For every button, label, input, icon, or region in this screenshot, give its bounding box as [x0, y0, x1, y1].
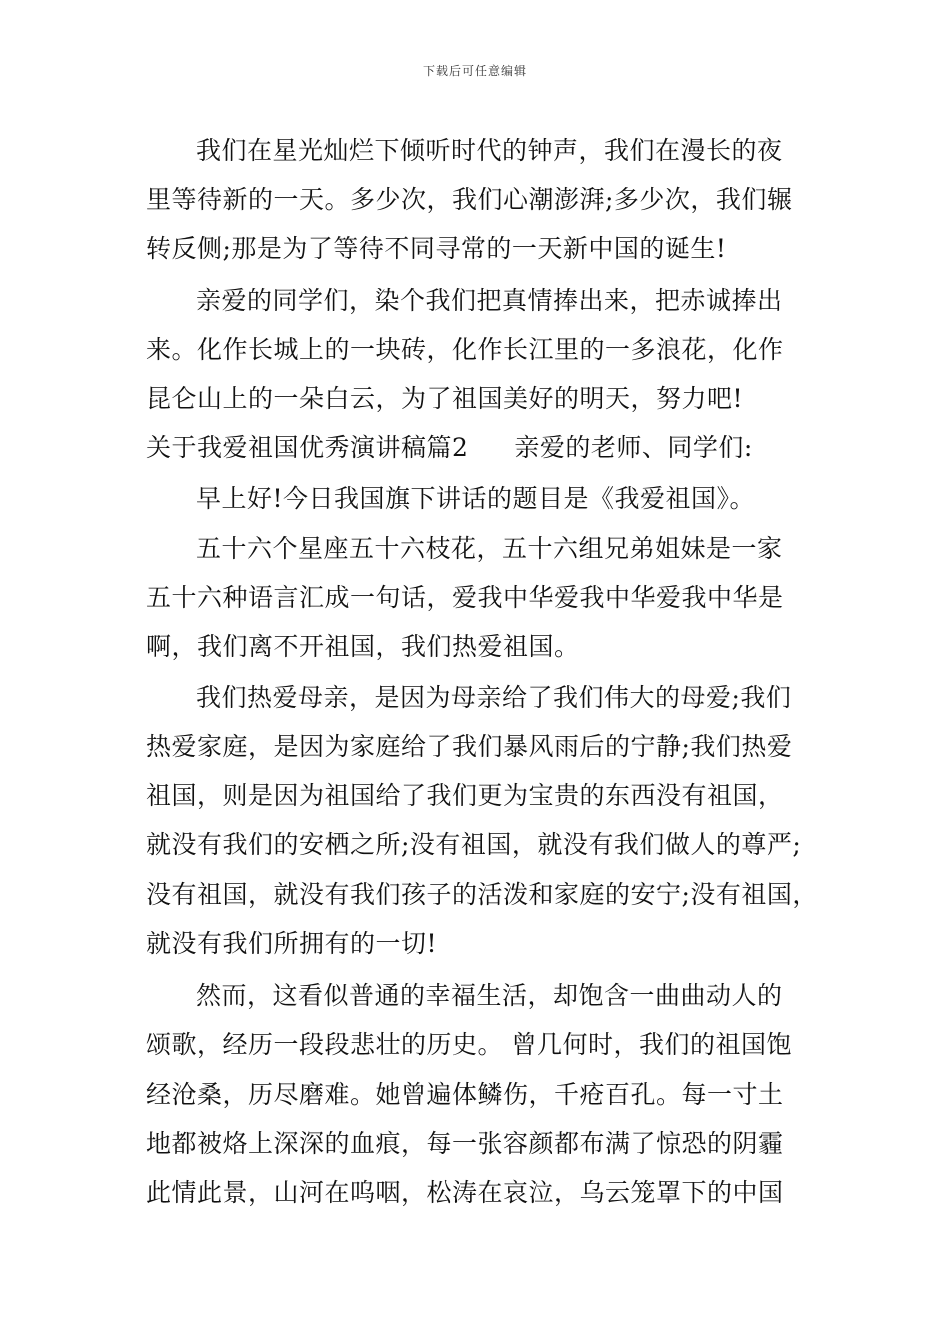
paragraph-2-line-1: 亲爱的同学们，染个我们把真情捧出来，把赤诚捧出 [196, 286, 783, 315]
paragraph-2-line-2: 来。化作长城上的一块砖，化作长江里的一多浪花，化作 [146, 335, 784, 364]
paragraph-4-line-1: 五十六个星座五十六枝花，五十六组兄弟姐妹是一家 [196, 534, 783, 563]
paragraph-6-line-5: 此情此景，山河在呜咽，松涛在哀泣，乌云笼罩下的中国 [146, 1178, 784, 1207]
paragraph-6-line-2: 颂歌，经历一段段悲壮的历史。 曾几何时，我们的祖国饱 [146, 1030, 792, 1059]
section-title-line [146, 433, 753, 463]
paragraph-5-line-2: 热爱家庭，是因为家庭给了我们暴风雨后的宁静;我们热爱 [146, 732, 793, 761]
paragraph-4-line-2: 五十六种语言汇成一句话，爱我中华爱我中华爱我中华是 [146, 583, 784, 612]
paragraph-6-line-3: 经沧桑，历尽磨难。她曾遍体鳞伤，千疮百孔。每一寸土 [146, 1080, 784, 1109]
paragraph-1-line-1: 我们在星光灿烂下倾听时代的钟声，我们在漫长的夜 [196, 136, 783, 165]
salutation: 亲爱的老师、同学们: [514, 433, 753, 462]
section-title: 关于我爱祖国优秀演讲稿篇2 [146, 433, 469, 462]
paragraph-1-line-2: 里等待新的一天。多少次，我们心潮澎湃;多少次，我们辗 [146, 185, 793, 214]
paragraph-5-line-5: 没有祖国，就没有我们孩子的活泼和家庭的安宁;没有祖国， [146, 880, 818, 909]
paragraph-5-line-6: 就没有我们所拥有的一切! [146, 929, 438, 958]
paragraph-4-line-3: 啊，我们离不开祖国，我们热爱祖国。 [146, 632, 580, 661]
paragraph-6-line-1: 然而，这看似普通的幸福生活，却饱含一曲曲动人的 [196, 981, 783, 1010]
paragraph-3-line-1: 早上好!今日我国旗下讲话的题目是《我爱祖国》。 [196, 484, 756, 513]
paragraph-5-line-4: 就没有我们的安栖之所;没有祖国，就没有我们做人的尊严; [146, 830, 802, 859]
paragraph-1-line-3: 转反侧;那是为了等待不同寻常的一天新中国的诞生! [146, 234, 727, 263]
paragraph-2-line-3: 昆仑山上的一朵白云，为了祖国美好的明天，努力吧! [146, 384, 744, 413]
paragraph-5-line-1: 我们热爱母亲，是因为母亲给了我们伟大的母爱;我们 [196, 683, 792, 712]
paragraph-6-line-4: 地都被烙上深深的血痕，每一张容颜都布满了惊恐的阴霾 [146, 1129, 784, 1158]
paragraph-5-line-3: 祖国，则是因为祖国给了我们更为宝贵的东西没有祖国， [146, 781, 784, 810]
page-header: 下载后可任意编辑 [422, 64, 527, 78]
